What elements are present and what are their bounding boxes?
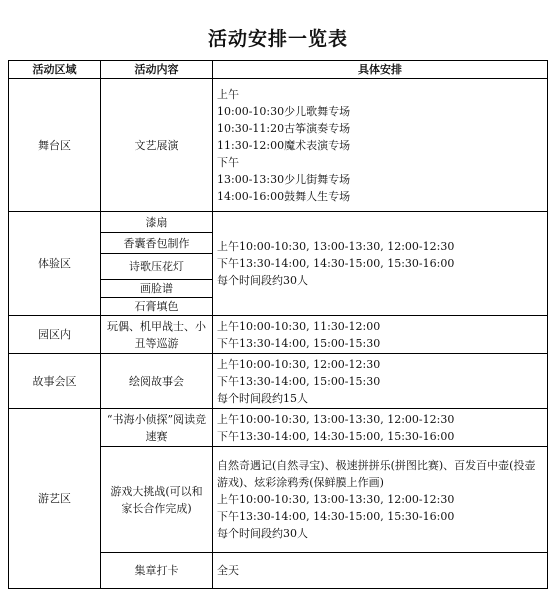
- activity-cell: 石膏填色: [101, 298, 213, 316]
- schedule-line: 下午13:30-14:00, 14:30-15:00, 15:30-16:00: [217, 510, 455, 523]
- schedule-line: 上午: [217, 87, 239, 101]
- area-cell: 舞台区: [9, 79, 101, 212]
- area-cell: 体验区: [9, 212, 101, 316]
- schedule-line: 下午13:30-14:00, 15:00-15:30: [217, 336, 381, 350]
- activity-cell: 漆扇: [101, 212, 213, 233]
- table-header-row: [9, 61, 548, 79]
- header-area: 活动区域: [9, 61, 101, 79]
- schedule-line: 自然奇遇记(自然寻宝)、极速拼拼乐(拼图比赛)、百发百中壶(投壶游戏)、炫彩涂鸦秀(保鲜膜上作画): [217, 459, 536, 489]
- area-cell: 园区内: [9, 316, 101, 354]
- schedule-cell: [213, 212, 548, 316]
- schedule-line: 10:30-11:20古筝演奏专场: [217, 121, 351, 135]
- schedule-line: 每个时间段约15人: [217, 391, 308, 405]
- schedule-line: 每个时间段约30人: [217, 274, 308, 287]
- schedule-line: 上午10:00-10:30, 11:30-12:00: [217, 319, 381, 333]
- activity-cell: 绘阅故事会: [101, 354, 213, 409]
- schedule-cell: [213, 79, 548, 212]
- schedule-line: 10:00-10:30少儿歌舞专场: [217, 104, 351, 118]
- activity-cell: 文艺展演: [101, 79, 213, 212]
- schedule-line: 上午10:00-10:30, 12:00-12:30: [217, 357, 381, 371]
- activity-name: 游戏大挑战(可以和家长合作完成): [110, 484, 203, 515]
- schedule-line: 每个时间段约30人: [217, 527, 308, 540]
- schedule-line: 上午10:00-10:30, 13:00-13:30, 12:00-12:30: [217, 240, 455, 253]
- table-row: [9, 212, 548, 233]
- schedule-line: 13:00-13:30少儿街舞专场: [217, 172, 351, 186]
- activity-cell: [101, 447, 213, 553]
- page-title: 活动安排一览表: [207, 28, 348, 50]
- table-row: [9, 409, 548, 447]
- activity-name: “书海小侦探”阅读竞速赛: [106, 412, 207, 443]
- table-row: [9, 354, 548, 409]
- activity-cell: 诗歌压花灯: [101, 254, 213, 280]
- table-row: [9, 316, 548, 354]
- schedule-cell: [213, 447, 548, 553]
- table-row: [9, 79, 548, 212]
- header-schedule: 具体安排: [213, 61, 548, 79]
- schedule-line: 下午13:30-14:00, 14:30-15:00, 15:30-16:00: [217, 257, 455, 270]
- schedule-cell: [213, 409, 548, 447]
- schedule-line: 11:30-12:00魔术表演专场: [217, 138, 351, 152]
- area-cell: 游艺区: [9, 409, 101, 589]
- activity-cell: [101, 316, 213, 354]
- schedule-table: [8, 60, 548, 589]
- area-cell: 故事会区: [9, 354, 101, 409]
- schedule-line: 上午10:00-10:30, 13:00-13:30, 12:00-12:30: [217, 493, 455, 506]
- activity-name: 玩偶、机甲战士、小丑等巡游: [107, 319, 206, 350]
- activity-cell: [101, 409, 213, 447]
- schedule-cell: [213, 316, 548, 354]
- schedule-line: 下午: [217, 155, 239, 169]
- activity-cell: 画脸谱: [101, 280, 213, 298]
- schedule-line: 下午13:30-14:00, 14:30-15:00, 15:30-16:00: [217, 429, 455, 443]
- activity-cell: 集章打卡: [101, 553, 213, 589]
- schedule-cell: 全天: [213, 553, 548, 589]
- schedule-line: 下午13:30-14:00, 15:00-15:30: [217, 374, 381, 388]
- schedule-cell: [213, 354, 548, 409]
- schedule-line: 14:00-16:00鼓舞人生专场: [217, 189, 351, 203]
- activity-cell: 香囊香包制作: [101, 233, 213, 254]
- header-activity: 活动内容: [101, 61, 213, 79]
- schedule-line: 上午10:00-10:30, 13:00-13:30, 12:00-12:30: [217, 412, 455, 426]
